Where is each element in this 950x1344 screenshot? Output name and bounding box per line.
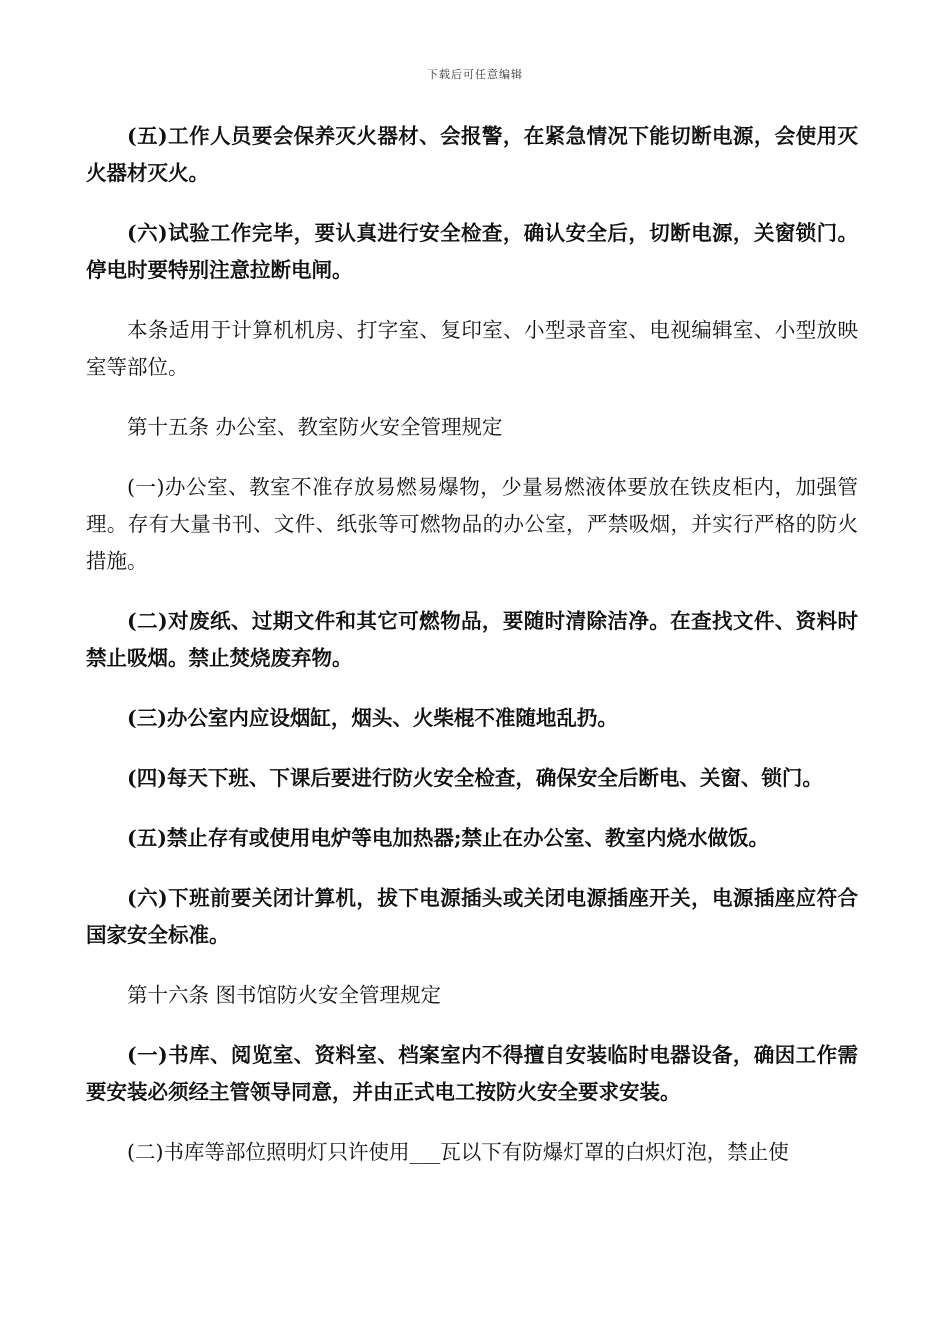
paragraph-article-14-item-5: (五)工作人员要会保养灭火器材、会报警，在紧急情况下能切断电源，会使用灭火器材灭火。: [86, 124, 858, 185]
paragraph-article-14-item-6: (六)试验工作完毕，要认真进行安全检查，确认安全后，切断电源，关窗锁门。停电时要特别注意拉断电闸。: [86, 221, 858, 282]
paragraph-article-16-item-1: (一)书库、阅览室、资料室、档案室内不得擅自安装临时电器设备，确因工作需要安装必须经主管领导同意，并由正式电工按防火安全要求安装。: [86, 1043, 858, 1104]
document-body: [86, 118, 858, 1194]
paragraph-article-16-item-2: (二)书库等部位照明灯只许使用___瓦以下有防爆灯罩的白炽灯泡，禁止使: [127, 1140, 789, 1164]
paragraph-article-14-scope: 本条适用于计算机机房、打字室、复印室、小型录音室、电视编辑室、小型放映室等部位。: [86, 318, 858, 379]
paragraph-article-15-item-1: (一)办公室、教室不准存放易燃易爆物，少量易燃液体要放在铁皮柜内，加强管理。存有大量书刊、文件、纸张等可燃物品的办公室，严禁吸烟，并实行严格的防火措施。: [86, 475, 858, 573]
paragraph-article-15-item-3: (三)办公室内应设烟缸，烟头、火柴棍不准随地乱扔。: [127, 706, 618, 730]
section-heading-article-16: 第十六条 图书馆防火安全管理规定: [127, 983, 442, 1007]
paragraph-article-15-item-5: (五)禁止存有或使用电炉等电加热器;禁止在办公室、教室内烧水做饭。: [127, 826, 769, 850]
page-header: 下载后可任意编辑: [427, 68, 523, 81]
paragraph-article-15-item-4: (四)每天下班、下课后要进行防火安全检查，确保安全后断电、关窗、锁门。: [127, 766, 823, 790]
paragraph-article-15-item-6: (六)下班前要关闭计算机，拔下电源插头或关闭电源插座开关，电源插座应符合国家安全标准。: [86, 886, 858, 947]
paragraph-article-15-item-2: (二)对废纸、过期文件和其它可燃物品，要随时清除洁净。在查找文件、资料时禁止吸烟。禁止焚烧废弃物。: [86, 609, 858, 670]
section-heading-article-15: 第十五条 办公室、教室防火安全管理规定: [127, 415, 503, 439]
